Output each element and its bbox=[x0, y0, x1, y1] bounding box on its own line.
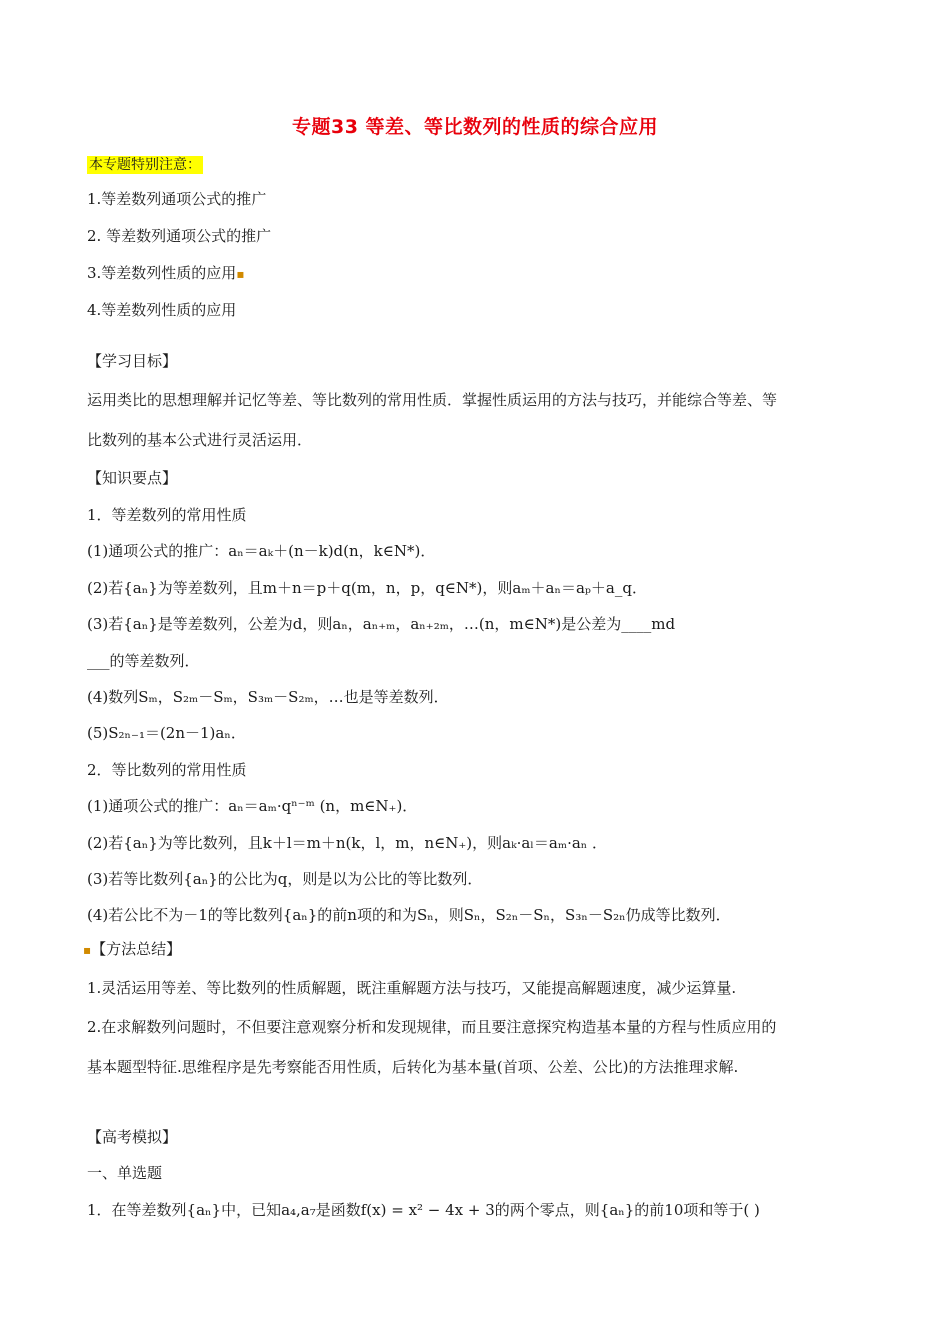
marker-dot-icon: ▪ bbox=[236, 267, 245, 281]
method-item-1: 1.灵活运用等差、等比数列的性质解题，既注重解题方法与技巧，又能提高解题速度，减少运算量. bbox=[87, 979, 737, 997]
page-title: 专题33 等差、等比数列的性质的综合应用 bbox=[291, 116, 659, 138]
arith-property-2: (2)若{aₙ}为等差数列，且m＋n＝p＋q(m，n，p，q∈N*)，则aₘ＋aₙ＝aₚ＋a_q． bbox=[87, 579, 647, 597]
arith-heading: 1．等差数列的常用性质 bbox=[87, 506, 247, 524]
notice-item-3: 3.等差数列性质的应用 bbox=[87, 264, 237, 282]
geo-property-4: (4)若公比不为－1的等比数列{aₙ}的前n项的和为Sₙ，则Sₙ，S₂ₙ－Sₙ，S₃ₙ－S₂ₙ仍成等比数列． bbox=[87, 906, 731, 924]
section-method-heading: 【方法总结】 bbox=[91, 940, 182, 958]
arith-property-4: (4)数列Sₘ，S₂ₘ－Sₘ，S₃ₘ－S₂ₘ，…也是等差数列． bbox=[87, 688, 449, 706]
question-1: 1．在等差数列{aₙ}中，已知a₄,a₇是函数f(x) = x² − 4x + 3的两个零点，则{aₙ}的前10项和等于( ) bbox=[87, 1201, 760, 1219]
geo-property-3: (3)若等比数列{aₙ}的公比为q，则是以为公比的等比数列． bbox=[87, 870, 483, 888]
notice-item-3-row bbox=[87, 263, 244, 284]
notice-item-2: 2. 等差数列通项公式的推广 bbox=[87, 227, 272, 245]
marker-dot-icon: ▪ bbox=[83, 943, 92, 957]
section-goal-heading: 【学习目标】 bbox=[87, 352, 178, 370]
notice-item-4: 4.等差数列性质的应用 bbox=[87, 301, 237, 319]
arith-property-1: (1)通项公式的推广：aₙ＝aₖ＋(n－k)d(n，k∈N*)． bbox=[87, 542, 436, 560]
section-knowledge-heading: 【知识要点】 bbox=[87, 469, 178, 487]
geo-property-1: (1)通项公式的推广：aₙ＝aₘ·qⁿ⁻ᵐ (n，m∈N₊)． bbox=[87, 797, 418, 815]
single-choice-heading: 一、单选题 bbox=[87, 1164, 163, 1182]
goal-text-1: 运用类比的思想理解并记忆等差、等比数列的常用性质．掌握性质运用的方法与技巧，并能综合等差、等 bbox=[87, 391, 778, 409]
section-exam-heading: 【高考模拟】 bbox=[87, 1128, 178, 1146]
arith-property-3: (3)若{aₙ}是等差数列，公差为d，则aₙ，aₙ₊ₘ，aₙ₊₂ₘ，…(n，m∈N*)是公差为____md bbox=[87, 615, 676, 633]
geo-heading: 2．等比数列的常用性质 bbox=[87, 761, 247, 779]
goal-text-2: 比数列的基本公式进行灵活运用． bbox=[87, 431, 313, 449]
notice-label-row bbox=[87, 154, 203, 175]
notice-label: 本专题特别注意： bbox=[89, 157, 201, 173]
geo-property-2: (2)若{aₙ}为等比数列，且k＋l＝m＋n(k，l，m，n∈N₊)，则aₖ·aₗ＝aₘ·aₙ ． bbox=[87, 834, 608, 852]
section-method-row bbox=[83, 939, 181, 960]
notice-item-1: 1.等差数列通项公式的推广 bbox=[87, 190, 267, 208]
arith-property-3-cont: ___的等差数列． bbox=[87, 652, 200, 670]
method-item-2b: 基本题型特征.思维程序是先考察能否用性质，后转化为基本量(首项、公差、公比)的方法推理求解. bbox=[87, 1058, 739, 1076]
arith-property-5: (5)S₂ₙ₋₁＝(2n－1)aₙ． bbox=[87, 724, 246, 742]
method-item-2a: 2.在求解数列问题时，不但要注意观察分析和发现规律，而且要注意探究构造基本量的方程与性质应用的 bbox=[87, 1018, 777, 1036]
